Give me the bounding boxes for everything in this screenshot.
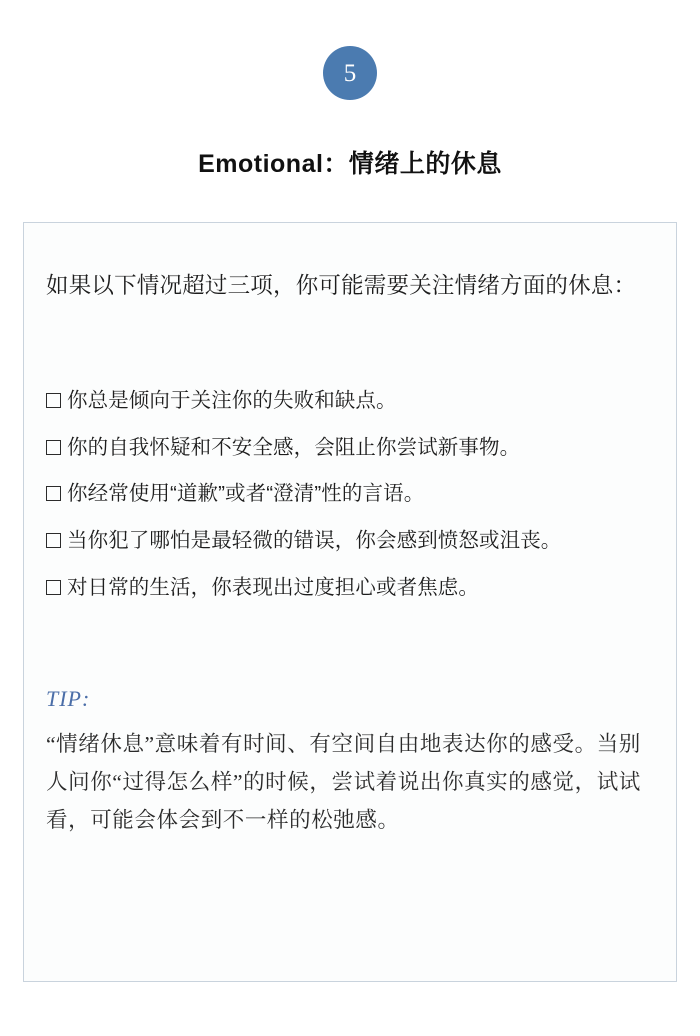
list-item[interactable] [46, 526, 654, 556]
list-item[interactable] [46, 573, 654, 603]
page-title: Emotional：情绪上的休息 [198, 150, 502, 178]
tip-text: “情绪休息”意味着有时间、有空间自由地表达你的感受。当别人问你“过得怎么样”的时候，尝试着说出你真实的感觉，试试看，可能会体会到不一样的松弛感。 [46, 732, 641, 832]
content-card [23, 222, 677, 982]
list-item-label: 你总是倾向于关注你的失败和缺点。 [67, 388, 397, 412]
list-item-label: 你经常使用“道歉”或者“澄清”性的言语。 [67, 482, 425, 506]
checklist [46, 386, 654, 603]
checkbox-icon[interactable] [46, 440, 61, 455]
checkbox-icon[interactable] [46, 580, 61, 595]
step-number-label: 5 [343, 59, 357, 87]
list-item-label: 对日常的生活，你表现出过度担心或者焦虑。 [67, 575, 479, 599]
list-item[interactable] [46, 386, 654, 416]
list-item[interactable] [46, 479, 654, 509]
step-number-badge [323, 46, 377, 100]
card-lead-text: 如果以下情况超过三项，你可能需要关注情绪方面的休息： [46, 273, 637, 298]
tip-label: TIP: [46, 686, 91, 712]
list-item-label: 当你犯了哪怕是最轻微的错误，你会感到愤怒或沮丧。 [67, 529, 562, 553]
list-item[interactable] [46, 433, 654, 463]
checkbox-icon[interactable] [46, 533, 61, 548]
checkbox-icon[interactable] [46, 486, 61, 501]
list-item-label: 你的自我怀疑和不安全感，会阻止你尝试新事物。 [67, 435, 521, 459]
tip-block [46, 686, 654, 839]
checkbox-icon[interactable] [46, 393, 61, 408]
